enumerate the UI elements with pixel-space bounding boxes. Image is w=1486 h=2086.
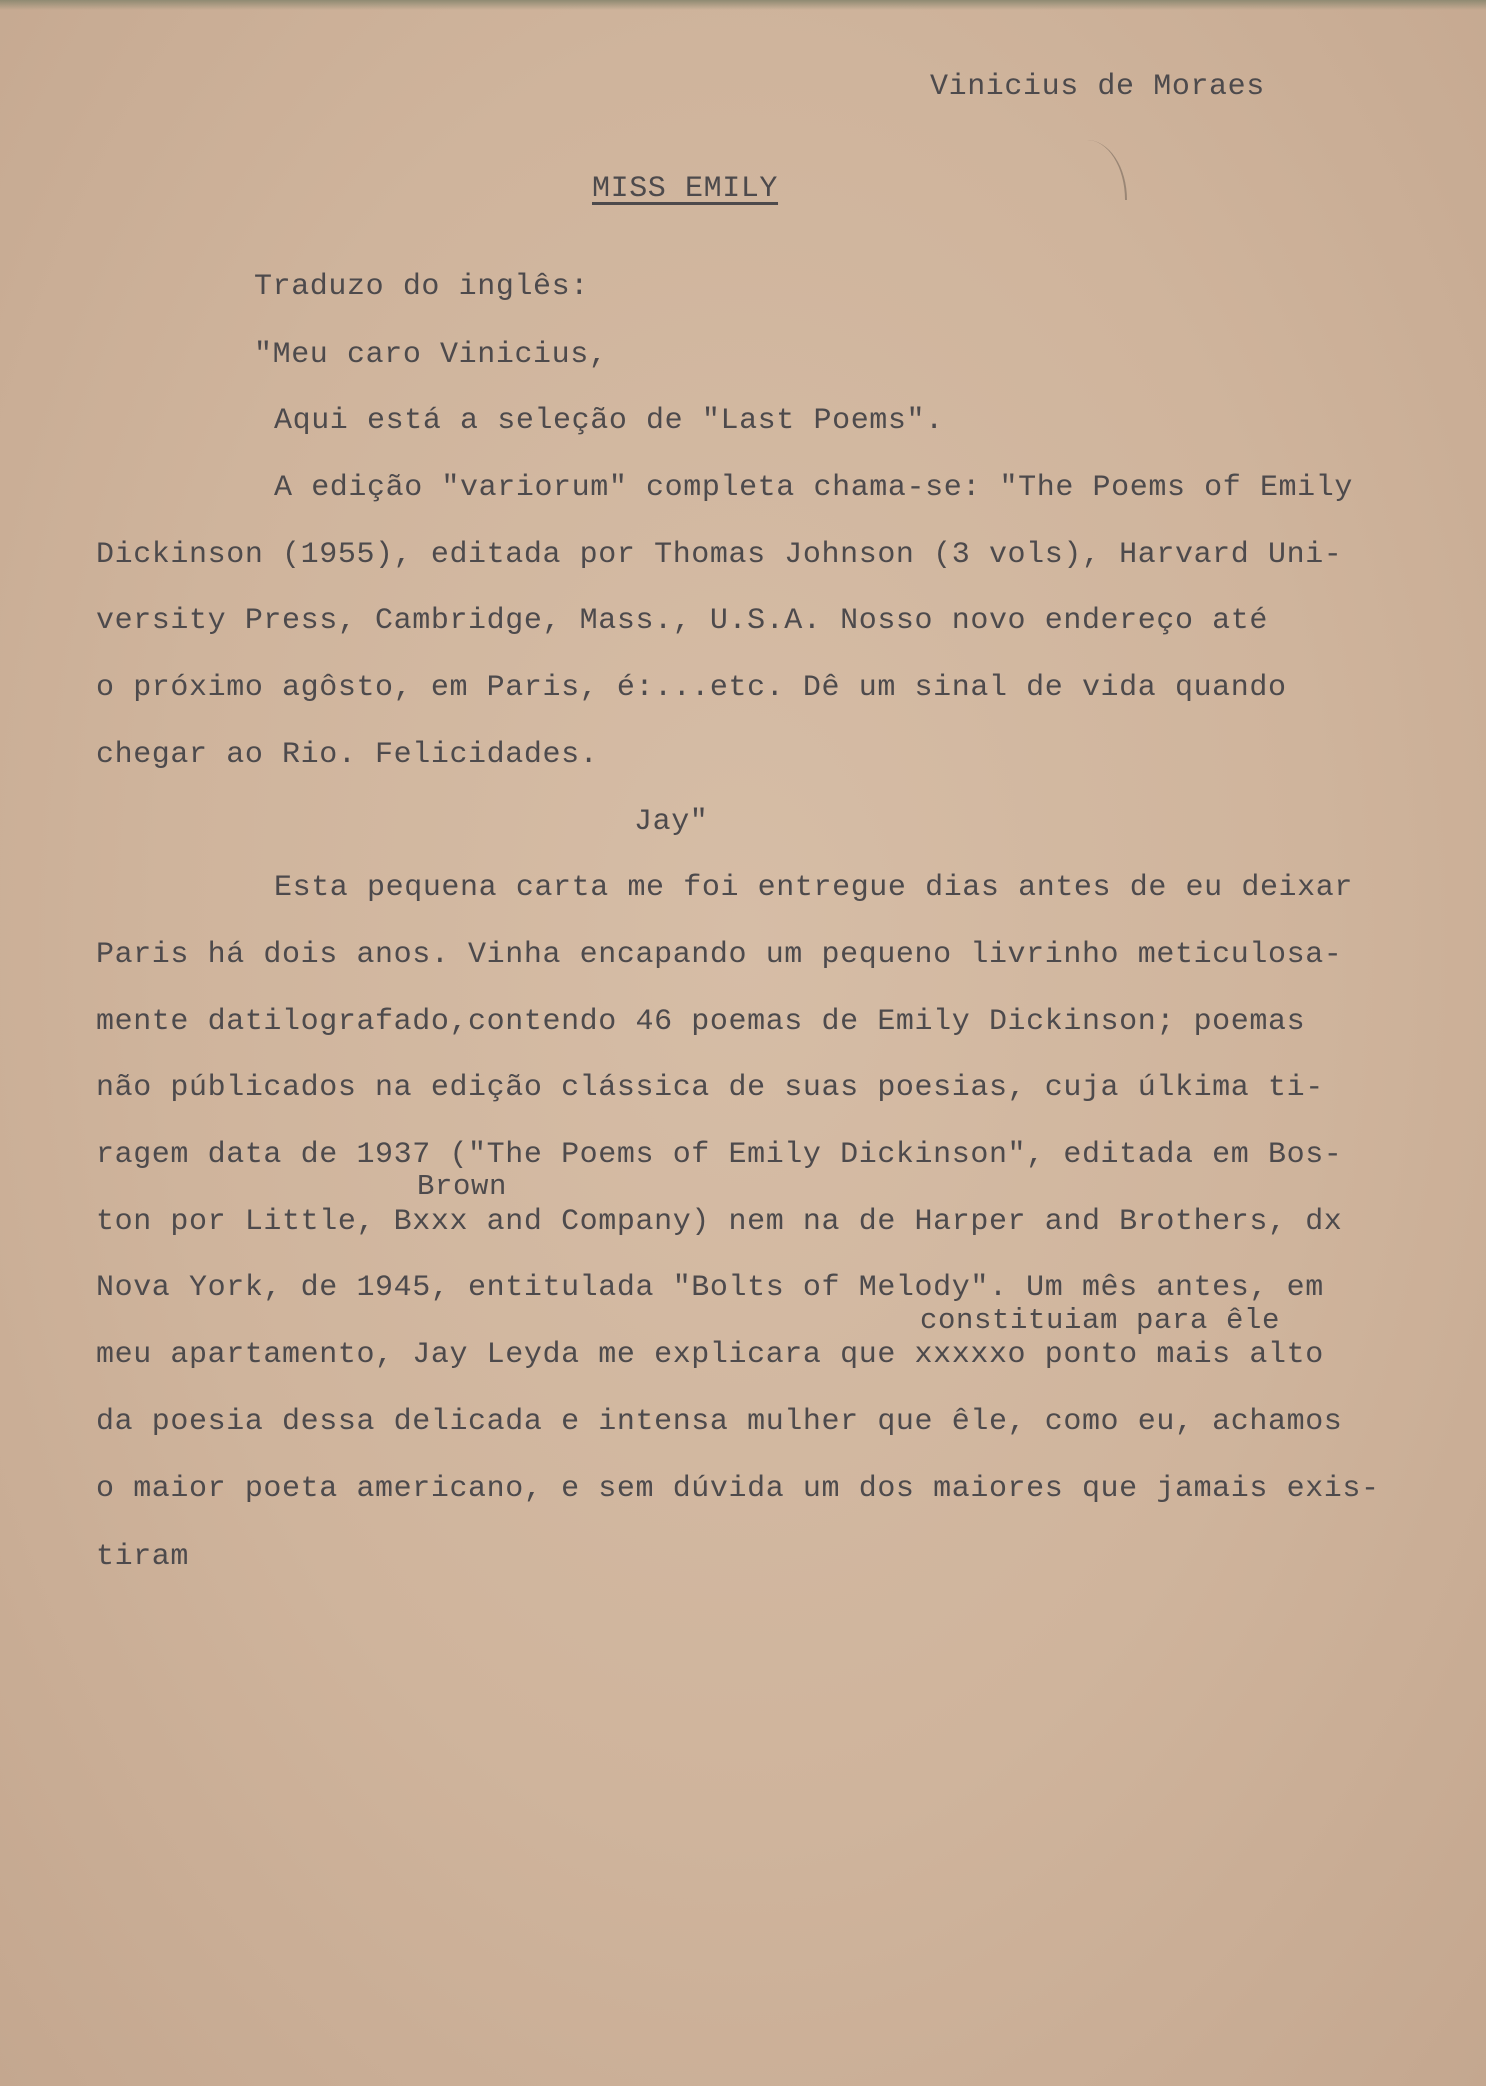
text-line: o próximo agôsto, em Paris, é:...etc. Dê um sinal de vida quando [96,671,1287,705]
pencil-mark [1085,140,1127,200]
text-line: chegar ao Rio. Felicidades. [96,738,599,772]
typed-insertion: Brown [417,1170,508,1203]
text-line: Paris há dois anos. Vinha encapando um pequeno livrinho meticulosa- [96,938,1343,972]
text-line: versity Press, Cambridge, Mass., U.S.A. Nosso novo endereço até [96,604,1268,638]
text-line: ton por Little, Bxxx and Company) nem na de Harper and Brothers, dx [96,1205,1343,1239]
text-line: "Meu caro Vinicius, [254,338,608,372]
paper-top-edge [0,0,1486,10]
text-line: Nova York, de 1945, entitulada "Bolts of Melody". Um mês antes, em [96,1271,1324,1305]
text-line: A edição "variorum" completa chama-se: "The Poems of Emily [274,471,1353,505]
text-line: Dickinson (1955), editada por Thomas Johnson (3 vols), Harvard Uni- [96,538,1343,572]
text-line: Esta pequena carta me foi entregue dias antes de eu deixar [274,871,1353,905]
text-line: mente datilografado,contendo 46 poemas de Emily Dickinson; poemas [96,1005,1306,1039]
text-line: da poesia dessa delicada e intensa mulher que êle, como eu, achamos [96,1405,1343,1439]
text-line: o maior poeta americano, e sem dúvida um dos maiores que jamais exis- [96,1472,1380,1506]
text-line: Traduzo do inglês: [254,270,589,304]
text-line: meu apartamento, Jay Leyda me explicara que xxxxxo ponto mais alto [96,1338,1324,1372]
typed-insertion: constituiam para êle [920,1304,1281,1337]
document-title: MISS EMILY [592,172,779,206]
text-line: tiram [96,1540,190,1574]
text-line: Aqui está a seleção de "Last Poems". [274,404,944,438]
text-line: não públicados na edição clássica de suas poesias, cuja úlkima ti- [96,1071,1324,1105]
signature-line: Jay" [634,805,709,839]
author-name: Vinicius de Moraes [930,70,1265,104]
text-line: ragem data de 1937 ("The Poems of Emily Dickinson", editada em Bos- [96,1138,1343,1172]
